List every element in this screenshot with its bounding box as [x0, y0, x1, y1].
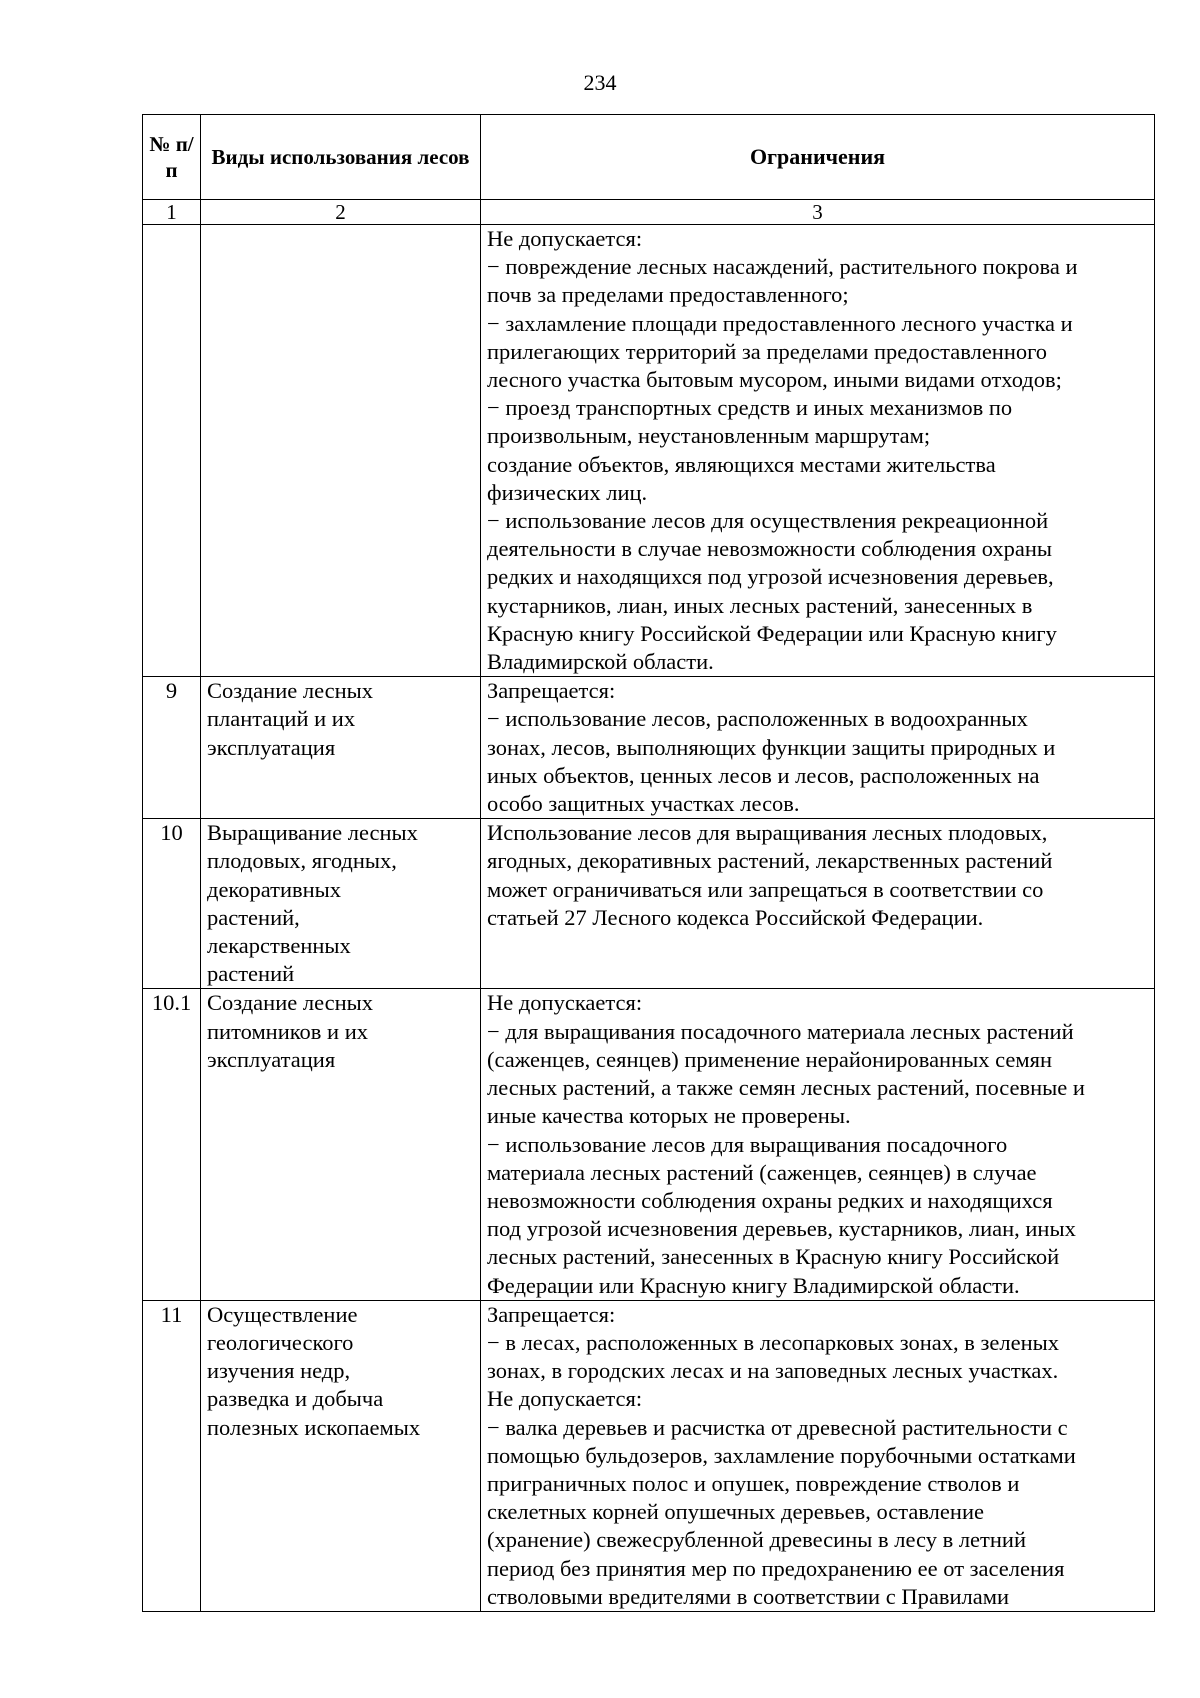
forest-use-line: изучения недр, [207, 1358, 351, 1384]
header-forest-use-type: Виды использования лесов [201, 115, 481, 200]
restriction-line: создание объектов, являющихся местами жительства [487, 451, 996, 477]
forest-use-line: Создание лесных [207, 990, 374, 1016]
restriction-line: Использование лесов для выращивания лесных плодовых, [487, 820, 1048, 846]
restriction-line: Запрещается: [487, 678, 616, 704]
restrictions-table [142, 114, 1155, 1612]
forest-use-line: Осуществление [207, 1301, 358, 1327]
table-row [143, 989, 1155, 1300]
restriction-line: под угрозой исчезновения деревьев, кустарников, лиан, иных [487, 1216, 1076, 1242]
row-number [143, 225, 201, 677]
restriction-line: − валка деревьев и расчистка от древесной растительности с [487, 1414, 1068, 1440]
restriction-line: лесных растений, занесенных в Красную книгу Российской [487, 1244, 1060, 1270]
restriction-line: лесных растений, а также семян лесных растений, посевные и [487, 1075, 1085, 1101]
header-restrictions: Ограничения [481, 115, 1155, 200]
restrictions-cell [481, 989, 1155, 1300]
restriction-line: невозможности соблюдения охраны редких и находящихся [487, 1187, 1053, 1213]
restriction-line: стволовыми вредителями в соответствии с Правилами [487, 1583, 1009, 1609]
restriction-line: − в лесах, расположенных в лесопарковых зонах, в зеленых [487, 1329, 1060, 1355]
restriction-line: Федерации или Красную книгу Владимирской области. [487, 1272, 1020, 1298]
restriction-line: Запрещается: [487, 1301, 616, 1327]
restriction-line: почв за пределами предоставленного; [487, 282, 849, 308]
restriction-line: (саженцев, сеянцев) применение нерайонированных семян [487, 1046, 1053, 1072]
forest-use-line: питомников и их [207, 1018, 369, 1044]
forest-use-line: лекарственных [207, 933, 351, 959]
restriction-line: кустарников, лиан, иных лесных растений, занесенных в [487, 592, 1033, 618]
restrictions-cell [481, 677, 1155, 819]
restrictions-cell [481, 225, 1155, 677]
forest-use-line: геологического [207, 1329, 354, 1355]
row-number: 10.1 [143, 989, 201, 1300]
restriction-line: ягодных, декоративных растений, лекарственных растений [487, 848, 1053, 874]
restriction-line: Не допускается: [487, 1386, 643, 1412]
forest-use-line: Создание лесных [207, 678, 374, 704]
column-number: 3 [481, 200, 1155, 225]
page-number: 234 [583, 70, 617, 95]
restriction-line: период без принятия мер по предохранению ее от заселения [487, 1555, 1065, 1581]
forest-use-line: эксплуатация [207, 1046, 336, 1072]
row-number: 10 [143, 819, 201, 989]
restriction-line: иных объектов, ценных лесов и лесов, расположенных на [487, 762, 1040, 788]
restriction-line: особо защитных участках лесов. [487, 791, 800, 817]
forest-use-line: плодовых, ягодных, [207, 848, 397, 874]
restriction-line: − повреждение лесных насаждений, растительного покрова и [487, 254, 1078, 280]
forest-use-line: плантаций и их [207, 706, 356, 732]
restriction-line: − использование лесов для осуществления рекреационной [487, 508, 1049, 534]
forest-use-cell [201, 819, 481, 989]
restriction-line: − захламление площади предоставленного лесного участка и [487, 310, 1073, 336]
restriction-line: Красную книгу Российской Федерации или Красную книгу [487, 620, 1057, 646]
header-number: № п/п [143, 115, 201, 200]
table-body [143, 225, 1155, 1612]
restriction-line: редких и находящихся под угрозой исчезновения деревьев, [487, 564, 1054, 590]
restriction-line: зонах, в городских лесах и на заповедных лесных участках. [487, 1358, 1059, 1384]
forest-use-line: разведка и добыча [207, 1386, 384, 1412]
row-number: 9 [143, 677, 201, 819]
table-header-row [143, 115, 1155, 200]
restriction-line: статьей 27 Лесного кодекса Российской Федерации. [487, 904, 984, 930]
restriction-line: Не допускается: [487, 226, 643, 251]
forest-use-line: Выращивание лесных [207, 820, 418, 846]
restriction-line: физических лиц. [487, 479, 648, 505]
forest-use-line: растений [207, 961, 295, 987]
restriction-line: прилегающих территорий за пределами предоставленного [487, 338, 1048, 364]
table-row [143, 819, 1155, 989]
row-number: 11 [143, 1300, 201, 1611]
restriction-line: произвольным, неустановленным маршрутам; [487, 423, 931, 449]
restriction-line: иные качества которых не проверены. [487, 1103, 851, 1129]
forest-use-cell [201, 989, 481, 1300]
column-number-row [143, 200, 1155, 225]
forest-use-line: полезных ископаемых [207, 1414, 421, 1440]
restriction-line: − использование лесов для выращивания посадочного [487, 1131, 1008, 1157]
forest-use-cell [201, 677, 481, 819]
restriction-line: помощью бульдозеров, захламление порубочными остатками [487, 1442, 1076, 1468]
column-number: 1 [143, 200, 201, 225]
forest-use-line: растений, [207, 904, 300, 930]
forest-use-cell [201, 225, 481, 677]
table-row [143, 677, 1155, 819]
restriction-line: скелетных корней опушечных деревьев, оставление [487, 1499, 984, 1525]
forest-use-line: декоративных [207, 876, 342, 902]
restrictions-cell [481, 1300, 1155, 1611]
restriction-line: − для выращивания посадочного материала лесных растений [487, 1018, 1074, 1044]
restriction-line: − проезд транспортных средств и иных механизмов по [487, 395, 1013, 421]
restriction-line: приграничных полос и опушек, повреждение стволов и [487, 1470, 1020, 1496]
restriction-line: деятельности в случае невозможности соблюдения охраны [487, 536, 1053, 562]
restriction-line: Не допускается: [487, 990, 643, 1016]
forest-use-cell [201, 1300, 481, 1611]
restriction-line: − использование лесов, расположенных в водоохранных [487, 706, 1028, 732]
restriction-line: (хранение) свежесрубленной древесины в лесу в летний [487, 1527, 1026, 1553]
restriction-line: лесного участка бытовым мусором, иными видами отходов; [487, 367, 1062, 393]
table-row [143, 225, 1155, 677]
forest-use-line: эксплуатация [207, 734, 336, 760]
restrictions-cell [481, 819, 1155, 989]
restriction-line: материала лесных растений (саженцев, сеянцев) в случае [487, 1159, 1037, 1185]
restriction-line: может ограничиваться или запрещаться в соответствии со [487, 876, 1044, 902]
column-number: 2 [201, 200, 481, 225]
table-row [143, 1300, 1155, 1611]
restriction-line: Владимирской области. [487, 649, 714, 675]
restriction-line: зонах, лесов, выполняющих функции защиты природных и [487, 734, 1056, 760]
